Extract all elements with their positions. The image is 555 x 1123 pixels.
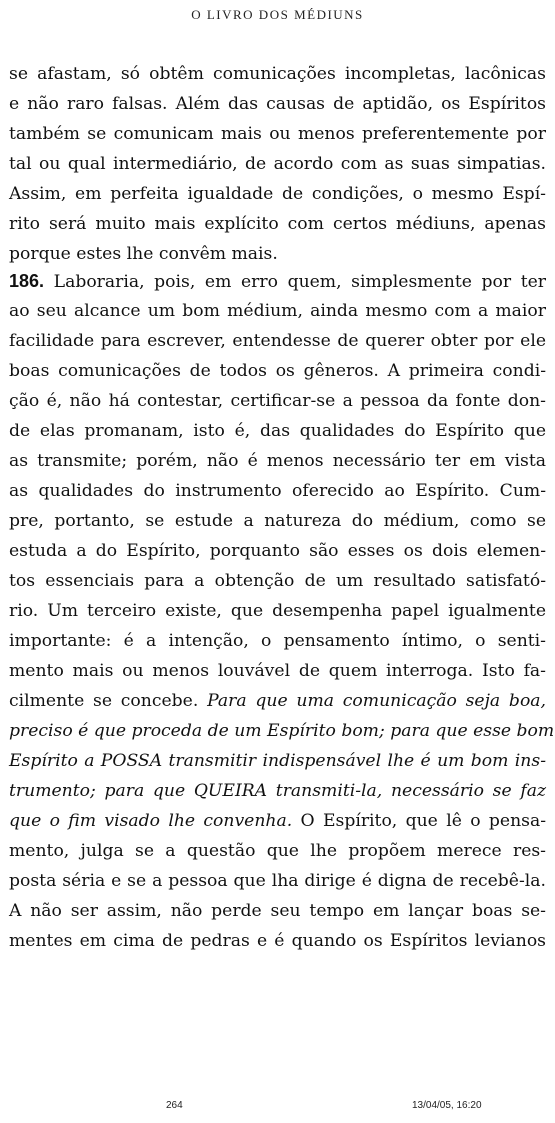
text-line: estuda a do Espírito, porquanto são esses os dois elemen-: [9, 541, 546, 561]
text-line: boas comunicações de todos os gêneros. A primeira condi-: [9, 361, 546, 381]
paragraph-continued: [9, 59, 546, 269]
text-line: A não ser assim, não perde seu tempo em lançar boas se-: [9, 901, 546, 921]
text-line: pre, portanto, se estude a natureza do médium, como se: [9, 511, 546, 531]
text-line: e não raro falsas. Além das causas de aptidão, os Espíritos: [9, 94, 546, 114]
italic-fragment: Para que uma comunicação seja boa,: [207, 691, 546, 711]
text-fragment: Laboraria, pois, em erro quem, simplesmente por ter: [44, 272, 546, 292]
text-line: se afastam, só obtêm comunicações incompletas, lacônicas: [9, 64, 546, 84]
text-line: tos essenciais para a obtenção de um resultado satisfató-: [9, 571, 546, 591]
text-line: ao seu alcance um bom médium, ainda mesmo com a maior: [9, 301, 546, 321]
text-line: também se comunicam mais ou menos preferentemente por: [9, 124, 546, 144]
text-line: facilidade para escrever, entendesse de querer obter por ele: [9, 331, 546, 351]
text-line: as qualidades do instrumento oferecido ao Espírito. Cum-: [9, 481, 546, 501]
running-head: O LIVRO DOS MÉDIUNS: [191, 7, 364, 22]
text-line: porque estes lhe convêm mais.: [9, 244, 278, 264]
page-number: 264: [166, 1100, 183, 1111]
italic-fragment: que o fim visado lhe convenha.: [9, 811, 293, 831]
text-line: mento mais ou menos louvável de quem interroga. Isto fa-: [9, 661, 546, 681]
text-line: Espírito a POSSA transmitir indispensável lhe é um bom ins-: [9, 751, 546, 771]
text-line: tal ou qual intermediário, de acordo com as suas simpatias.: [9, 154, 546, 174]
text-line: mentes em cima de pedras e é quando os Espíritos levianos: [9, 931, 546, 951]
section-number: 186.: [9, 271, 45, 291]
text-line: [9, 686, 546, 716]
text-line: trumento; para que QUEIRA transmiti-la, necessário se faz: [9, 781, 546, 801]
text-fragment: cilmente se concebe.: [9, 691, 208, 711]
text-line: [9, 266, 546, 296]
text-line: posta séria e se a pessoa que lha dirige é digna de recebê-la.: [9, 871, 546, 891]
text-line: rio. Um terceiro existe, que desempenha papel igualmente: [9, 601, 546, 621]
text-line: de elas promanam, isto é, das qualidades do Espírito que: [9, 421, 546, 441]
text-line: importante: é a intenção, o pensamento íntimo, o senti-: [9, 631, 546, 651]
text-fragment: O Espírito, que lê o pensa-: [292, 811, 547, 831]
text-line: rito será muito mais explícito com certos médiuns, apenas: [9, 214, 546, 234]
text-line: [9, 806, 546, 836]
text-line: as transmite; porém, não é menos necessário ter em vista: [9, 451, 546, 471]
paragraph-186: [9, 266, 555, 956]
text-line: preciso é que proceda de um Espírito bom; para que esse bom: [9, 721, 555, 741]
text-line: mento, julga se a questão que lhe propõem merece res-: [9, 841, 546, 861]
text-line: Assim, em perfeita igualdade de condições, o mesmo Espí-: [9, 184, 546, 204]
print-timestamp: 13/04/05, 16:20: [412, 1100, 482, 1111]
text-line: ção é, não há contestar, certificar-se a pessoa da fonte don-: [9, 391, 546, 411]
